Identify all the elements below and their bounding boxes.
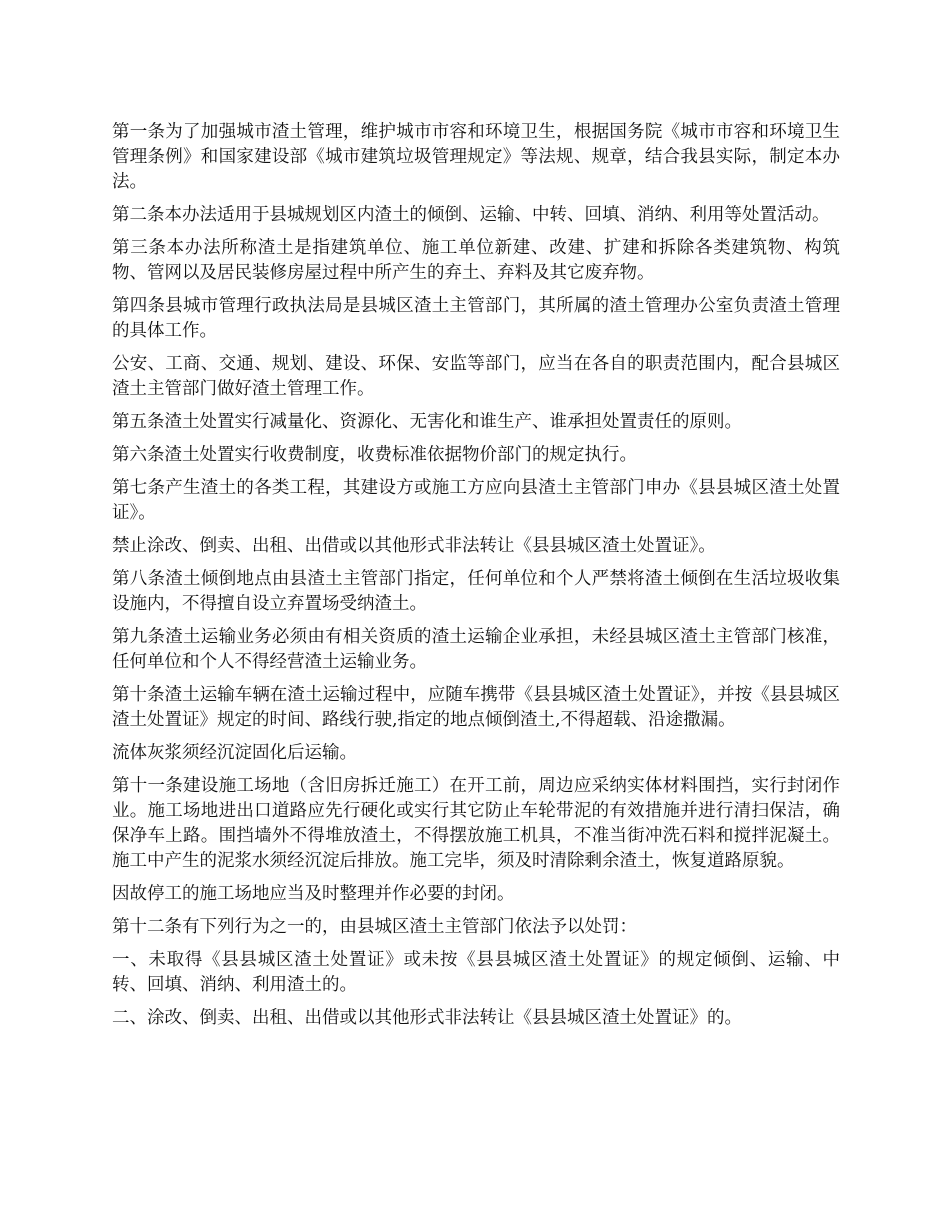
paragraph-article-7-prohibition: 禁止涂改、倒卖、出租、出借或以其他形式非法转让《县县城区渣土处置证》。: [112, 536, 716, 556]
paragraph-article-1: 第一条为了加强城市渣土管理，维护城市市容和环境卫生，根据国务院《城市市容和环境卫生管理条例》和国家建设部《城市建筑垃圾管理规定》等法规、规章，结合我县实际，制定本办法。: [112, 122, 840, 192]
paragraph-article-9: 第九条渣土运输业务必须由有相关资质的渣土运输企业承担，未经县城区渣土主管部门核准，任何单位和个人不得经营渣土运输业务。: [112, 627, 840, 672]
paragraph-article-6: 第六条渣土处置实行收费制度，收费标准依据物价部门的规定执行。: [112, 445, 637, 465]
paragraph-article-12: 第十二条有下列行为之一的，由县城区渣土主管部门依法予以处罚：: [112, 917, 637, 937]
paragraph-article-12-item-2: 二、涂改、倒卖、出租、出借或以其他形式非法转让《县县城区渣土处置证》的。: [112, 1008, 742, 1028]
document-body: [112, 120, 840, 1039]
paragraph-article-11: 第十一条建设施工场地（含旧房拆迁施工）在开工前，周边应采纳实体材料围挡，实行封闭作业。施工场地进出口道路应先行硬化或实行其它防止车轮带泥的有效措施并进行清扫保洁，确保净车上路。围挡墙外不得堆放渣土，不得摆放施工机具，不准当街冲洗石料和搅拌泥凝土。施工中产生的泥浆水须经沉淀后排放。施工完毕，须及时清除剩余渣土，恢复道路原貌。: [112, 776, 840, 871]
paragraph-article-4-cooperation: 公安、工商、交通、规划、建设、环保、安监等部门，应当在各自的职责范围内，配合县城区渣土主管部门做好渣土管理工作。: [112, 354, 840, 399]
paragraph-article-7: 第七条产生渣土的各类工程，其建设方或施工方应向县渣土主管部门申办《县县城区渣土处置证》。: [112, 478, 840, 523]
paragraph-article-12-item-1: 一、未取得《县县城区渣土处置证》或未按《县县城区渣土处置证》的规定倾倒、运输、中转、回填、消纳、利用渣土的。: [112, 950, 840, 995]
paragraph-article-11-suspension: 因故停工的施工场地应当及时整理并作必要的封闭。: [112, 884, 515, 904]
paragraph-article-4: 第四条县城市管理行政执法局是县城区渣土主管部门，其所属的渣土管理办公室负责渣土管理的具体工作。: [112, 296, 840, 341]
paragraph-article-8: 第八条渣土倾倒地点由县渣土主管部门指定，任何单位和个人严禁将渣土倾倒在生活垃圾收集设施内，不得擅自设立弃置场受纳渣土。: [112, 569, 840, 614]
paragraph-article-10-slurry: 流体灰浆须经沉淀固化后运输。: [112, 743, 357, 763]
paragraph-article-5: 第五条渣土处置实行减量化、资源化、无害化和谁生产、谁承担处置责任的原则。: [112, 412, 742, 432]
paragraph-article-10: 第十条渣土运输车辆在渣土运输过程中，应随车携带《县县城区渣土处置证》，并按《县县城区渣土处置证》规定的时间、路线行驶,指定的地点倾倒渣土,不得超载、沿途撒漏。: [112, 685, 840, 730]
paragraph-article-3: 第三条本办法所称渣土是指建筑单位、施工单位新建、改建、扩建和拆除各类建筑物、构筑物、管网以及居民装修房屋过程中所产生的弃土、弃料及其它废弃物。: [112, 238, 840, 283]
paragraph-article-2: 第二条本办法适用于县城规划区内渣土的倾倒、运输、中转、回填、消纳、利用等处置活动。: [112, 205, 830, 225]
